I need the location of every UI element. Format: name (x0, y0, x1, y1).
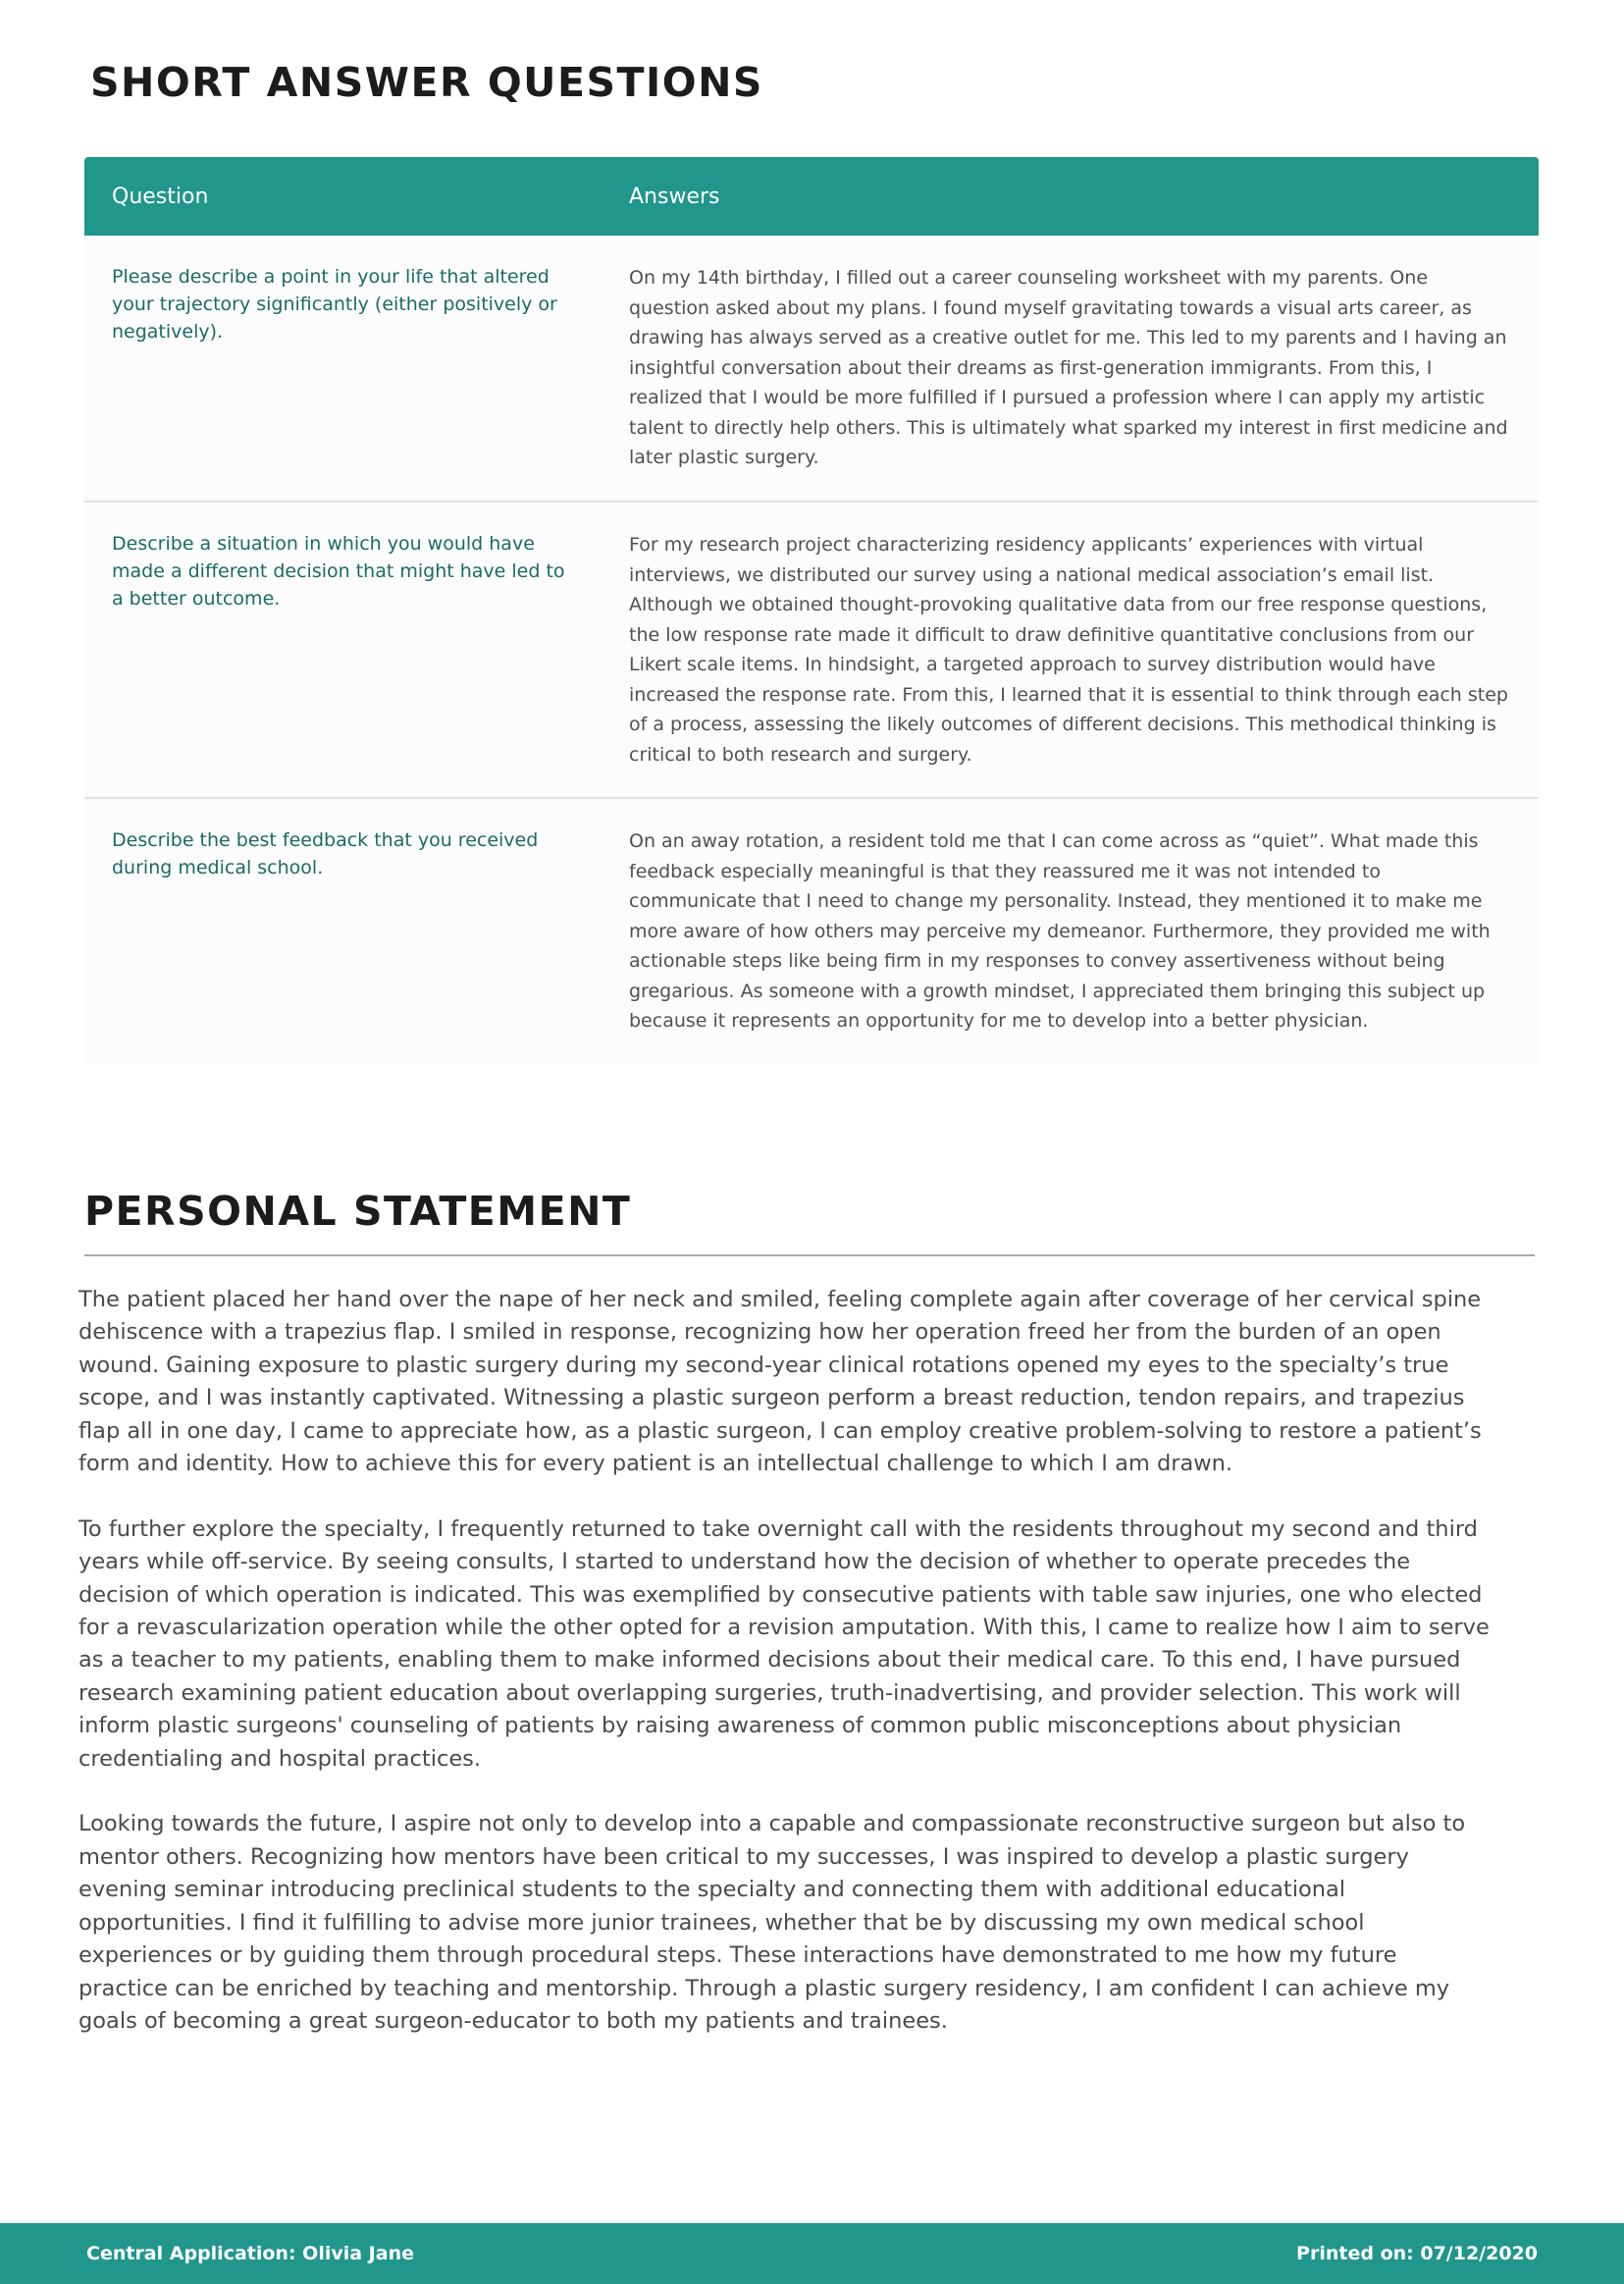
question-column-header: Question (84, 157, 602, 236)
page-footer (0, 2223, 1624, 2284)
table-header-row (84, 157, 1539, 236)
personal-statement-title: PERSONAL STATEMENT (84, 1188, 632, 1235)
table-row (84, 502, 1539, 798)
printed-date-label: Printed on: 07/12/2020 (1296, 2243, 1538, 2264)
short-answer-table (84, 157, 1539, 1064)
statement-paragraph: Looking towards the future, I aspire not only to develop into a capable and compassionate reconstructive surgeon but also to mentor others. Recognizing how mentors have been critical to my successes, I was inspired to develop a plastic surgery evening seminar introducing preclinical students to the specialty and connecting them with additional educational opportunities. I find it fulfilling to advise more junior trainees, whether that be by discussing my own medical school experiences or by guiding them through procedural steps. These interactions have demonstrated to me how my future practice can be enriched by teaching and mentorship. Through a plastic surgery residency, I am confident I can achieve my goals of becoming a great surgeon-educator to both my patients and trainees. (79, 1811, 1466, 2034)
question-cell: Describe a situation in which you would have made a different decision that might have led to a better outcome. (84, 502, 602, 798)
section-divider (84, 1254, 1535, 1256)
answer-cell: On my 14th birthday, I filled out a career counseling worksheet with my parents. One question asked about my plans. I found myself gravitating towards a visual arts career, as drawing has always served as a creative outlet for me. This led to my parents and I having an insightful conversation about their dreams as first-generation immigrants. From this, I realized that I would be more fulfilled if I pursued a profession where I can apply my artistic talent to directly help others. This is ultimately what sparked my interest in first medicine and later plastic surgery. (602, 236, 1539, 502)
personal-statement-body (79, 1284, 1492, 2071)
statement-paragraph: To further explore the specialty, I frequently returned to take overnight call with the residents throughout my second and third years while off-service. By seeing consults, I started to understand how the decision of whether to operate precedes the decision of which operation is indicated. This was exemplified by consecutive patients with table saw injuries, one who elected for a revascularization operation while the other opted for a revision amputation. With this, I came to realize how I aim to serve as a teacher to my patients, enabling them to make informed decisions about their medical care. To this end, I have pursued research examining patient education about overlapping surgeries, truth-inadvertising, and provider selection. This work will inform plastic surgeons' counseling of patients by raising awareness of common public misconceptions about physician credentialing and hospital practices. (79, 1515, 1490, 1772)
question-cell: Describe the best feedback that you received during medical school. (84, 798, 602, 1064)
answer-cell: On an away rotation, a resident told me that I can come across as “quiet”. What made this feedback especially meaningful is that they reassured me it was not intended to communicate that I need to change my personality. Instead, they mentioned it to make me more aware of how others may perceive my demeanor. Furthermore, they provided me with actionable steps like being firm in my responses to convey assertiveness without being gregarious. As someone with a growth mindset, I appreciated them bringing this subject up because it represents an opportunity for me to develop into a better physician. (602, 798, 1539, 1064)
table-row (84, 236, 1539, 502)
short-answer-title: SHORT ANSWER QUESTIONS (90, 59, 763, 106)
statement-paragraph: The patient placed her hand over the nape of her neck and smiled, feeling complete again after coverage of her cervical spine dehiscence with a trapezius flap. I smiled in response, recognizing how her operation freed her from the burden of an open wound. Gaining exposure to plastic surgery during my second-year clinical rotations opened my eyes to the specialty’s true scope, and I was instantly captivated. Witnessing a plastic surgeon perform a breast reduction, tendon repairs, and trapezius flap all in one day, I came to appreciate how, as a plastic surgeon, I can employ creative problem-solving to restore a patient’s form and identity. How to achieve this for every patient is an intellectual challenge to which I am drawn. (79, 1287, 1482, 1477)
table-row (84, 798, 1539, 1064)
question-cell: Please describe a point in your life that altered your trajectory significantly (either positively or negatively). (84, 236, 602, 502)
answers-column-header: Answers (602, 157, 1539, 236)
answer-cell: For my research project characterizing residency applicants’ experiences with virtual interviews, we distributed our survey using a national medical association’s email list. Although we obtained thought-provoking qualitative data from our free response questions, the low response rate made it difficult to draw definitive quantitative conclusions from our Likert scale items. In hindsight, a targeted approach to survey distribution would have increased the response rate. From this, I learned that it is essential to think through each step of a process, assessing the likely outcomes of different decisions. This methodical thinking is critical to both research and surgery. (602, 502, 1539, 798)
applicant-name-label: Central Application: Olivia Jane (86, 2243, 414, 2264)
